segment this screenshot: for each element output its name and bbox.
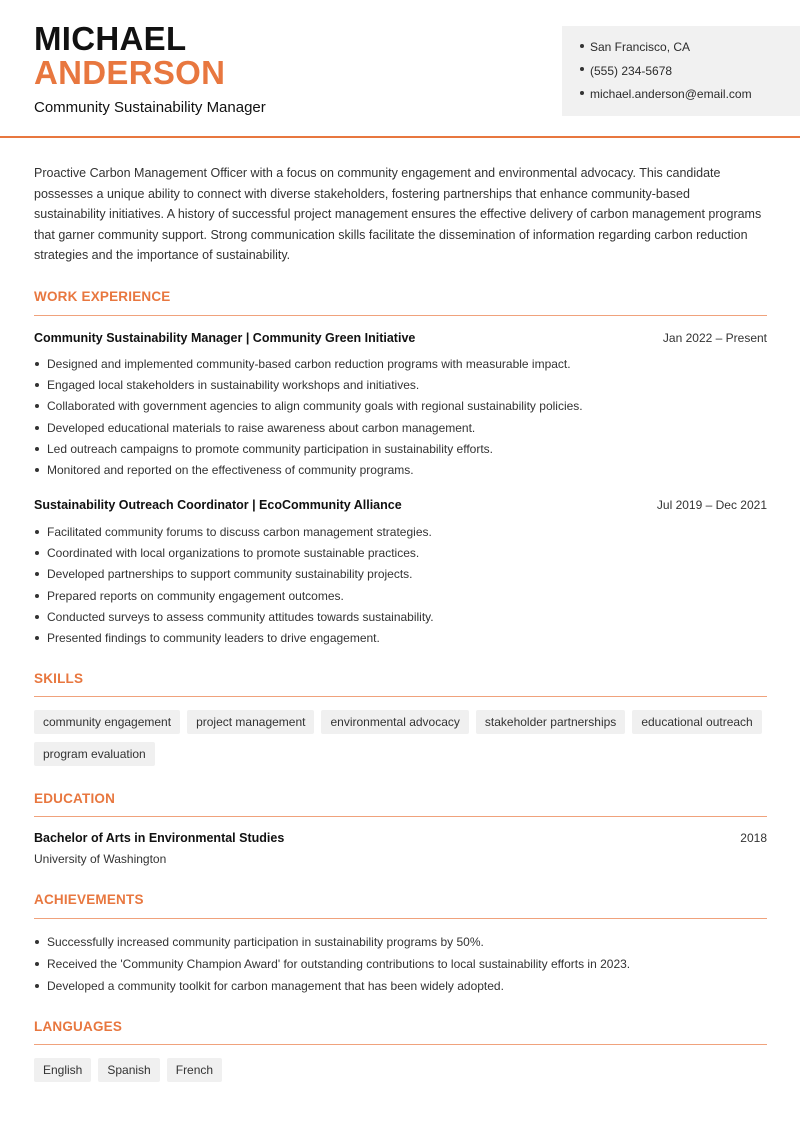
job-bullets [34,356,764,483]
job-date: Jan 2022 – Present [662,331,767,345]
contact-email[interactable]: michael.anderson@email.com [580,86,752,110]
skill-tag: community engagement [34,710,180,734]
skill-tag: project management [187,710,314,734]
section-divider [34,1044,767,1045]
candidate-name [34,22,225,90]
skill-tag: stakeholder partnerships [476,710,625,734]
list-item: Designed and implemented community-based carbon reduction programs with measurable impact. [34,356,764,377]
achievements-list [34,934,764,1000]
section-divider [34,918,767,919]
list-item: Engaged local stakeholders in sustainability workshops and initiatives. [34,377,764,398]
list-item: Developed a community toolkit for carbon management that has been widely adopted. [34,978,764,1000]
skill-tag: educational outreach [632,710,761,734]
bullet-icon [580,44,584,48]
list-item: Monitored and reported on the effectiveness of community programs. [34,462,764,483]
language-tag: Spanish [98,1058,159,1082]
section-title-skills: SKILLS [34,671,84,686]
list-item: Facilitated community forums to discuss carbon management strategies. [34,524,764,545]
education-school: University of Washington [34,852,167,866]
bullet-icon [580,67,584,71]
section-title-achievements: ACHIEVEMENTS [34,892,144,907]
skills-list [34,710,774,766]
languages-list [34,1058,774,1082]
list-item: Led outreach campaigns to promote community participation in sustainability efforts. [34,441,764,462]
education-degree: Bachelor of Arts in Environmental Studies [34,831,285,845]
section-divider [34,696,767,697]
list-item: Received the 'Community Champion Award' for outstanding contributions to local sustainability efforts in 2023. [34,956,764,978]
list-item: Developed educational materials to raise awareness about carbon management. [34,420,764,441]
section-divider [34,315,767,316]
contact-location: San Francisco, CA [580,39,752,63]
section-divider [34,816,767,817]
summary-text: Proactive Carbon Management Officer with a focus on community engagement and environmental advocacy. This candidate possesses a unique ability to connect with diverse stakeholders, fostering partnerships that enhance community-based sustainability initiatives. A history of successful project management ensures the effective delivery of carbon management programs that garner community support. Strong communication skills facilitate the dissemination of information regarding carbon reduction strategies and the importance of sustainability. [34,166,762,262]
language-tag: French [167,1058,222,1082]
contact-box [562,26,800,116]
list-item: Collaborated with government agencies to align community goals with regional sustainability policies. [34,398,764,419]
list-item: Conducted surveys to assess community attitudes towards sustainability. [34,609,764,630]
education-year: 2018 [740,831,767,845]
list-item: Presented findings to community leaders to drive engagement. [34,630,764,651]
list-item: Successfully increased community participation in sustainability programs by 50%. [34,934,764,956]
contact-phone: (555) 234-5678 [580,63,752,87]
skill-tag: program evaluation [34,742,155,766]
job-title: Sustainability Outreach Coordinator | EcoCommunity Alliance [34,498,402,512]
job-title: Community Sustainability Manager | Community Green Initiative [34,331,416,345]
bullet-icon [580,91,584,95]
resume-header [0,0,800,138]
first-name: MICHAEL [34,20,187,57]
section-title-education: EDUCATION [34,791,116,806]
section-title-work: WORK EXPERIENCE [34,289,171,304]
last-name: ANDERSON [34,54,226,91]
section-title-languages: LANGUAGES [34,1019,123,1034]
list-item: Developed partnerships to support community sustainability projects. [34,566,764,587]
skill-tag: environmental advocacy [321,710,468,734]
list-item: Prepared reports on community engagement outcomes. [34,588,764,609]
job-date: Jul 2019 – Dec 2021 [656,498,767,512]
language-tag: English [34,1058,91,1082]
candidate-role: Community Sustainability Manager [34,99,266,116]
job-bullets [34,524,764,651]
list-item: Coordinated with local organizations to promote sustainable practices. [34,545,764,566]
